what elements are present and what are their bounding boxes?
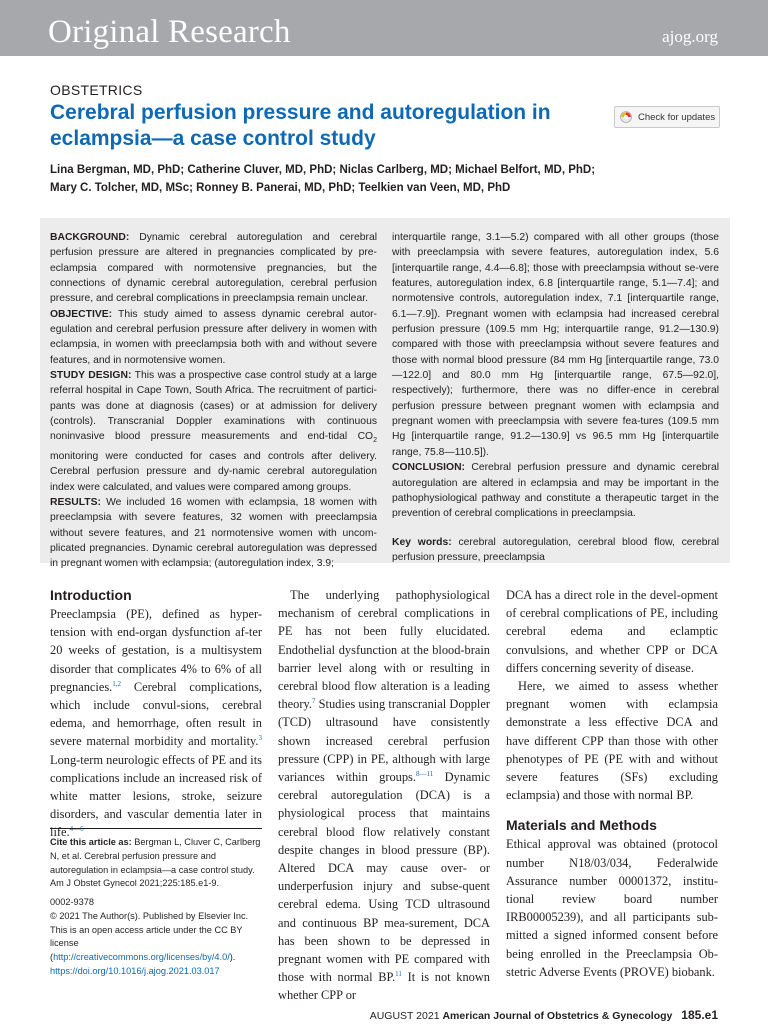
abstract-conclusion bbox=[392, 460, 719, 521]
keywords-label: Key words: bbox=[392, 536, 452, 548]
abstract-box bbox=[40, 218, 730, 570]
co2-subscript: 2 bbox=[373, 437, 377, 445]
body-column-1 bbox=[50, 586, 262, 842]
site-link[interactable]: ajog.org bbox=[662, 27, 718, 46]
abstract-left-column bbox=[50, 230, 377, 572]
section-label: OBSTETRICS bbox=[50, 82, 143, 98]
abstract-right-column bbox=[392, 230, 719, 565]
ref-link[interactable]: 4—6 bbox=[69, 825, 84, 834]
ref-link[interactable]: 7 bbox=[311, 697, 316, 706]
design-text-cont: monitoring were conducted for cases and controls after delivery. Cerebral perfusion pressure and dy-namic cerebral autoregulation index were calculated, and values were compared among groups. bbox=[50, 450, 377, 493]
authors-line-2: Mary C. Tolcher, MD, MSc; Ronney B. Panerai, MD, PhD; Teelkien van Veen, MD, PhD bbox=[50, 182, 511, 194]
issn: 0002-9378 bbox=[50, 897, 94, 907]
intro-paragraph-2 bbox=[278, 586, 490, 1005]
citation-box bbox=[50, 828, 262, 891]
abstract-results bbox=[50, 495, 377, 572]
ref-link[interactable]: 11 bbox=[395, 970, 402, 979]
intro-text-b: Cerebral complications, which include convul-sions, cerebral edema, and hemorrhage, often result in severe maternal morbidity and mortality. bbox=[50, 679, 262, 749]
abstract-study-design bbox=[50, 368, 377, 495]
header-banner bbox=[0, 0, 768, 56]
results-label: RESULTS: bbox=[50, 496, 101, 508]
author-list bbox=[50, 161, 690, 197]
body-column-3 bbox=[506, 586, 718, 981]
intro2-text-c: Dynamic cerebral autoregulation (DCA) is a physiological process that maintains cerebral blood flow relatively constant despite changes in blood pressure (BP). Altered DCA may cause over- or underperfusion injury and subse-quent cerebral edema. Using TCD ultrasound and continuous BP mea-surement, DCA has been shown to be depressed in pregnant women with PE compared with those with normal BP. bbox=[278, 770, 490, 985]
intro-paragraph-3: DCA has a direct role in the devel-opment of cerebral complications of PE, including cerebral edema and eclamptic convulsions, and whether CPP or DCA differs concerning severity of disease. bbox=[506, 588, 718, 675]
page-footer bbox=[370, 1008, 718, 1022]
check-updates-label: Check for updates bbox=[638, 111, 716, 123]
license-text bbox=[50, 910, 262, 965]
authors-line-1: Lina Bergman, MD, PhD; Catherine Cluver, MD, PhD; Niclas Carlberg, MD; Michael Belfort, MD, PhD; bbox=[50, 164, 596, 176]
intro-paragraph-1 bbox=[50, 605, 262, 842]
objective-label: OBJECTIVE: bbox=[50, 308, 113, 320]
methods-paragraph-1: Ethical approval was obtained (protocol number N18/03/034, Federalwide Assurance number 00001372, institu-tional review board number IRB00005239), and all participants sub-mitted a signed informed consent before being enrolled in the Preeclampsia Ob-stetric Adverse Events (PROVE) biobank. bbox=[506, 837, 718, 979]
conclusion-text: Cerebral perfusion pressure and dynamic cerebral autoregulation are altered in eclampsia and may be important in the pathophysiological pathway and constitute a therapeutic target in the prevention of cerebral complications in preeclampsia. bbox=[392, 462, 719, 520]
background-text: Dynamic cerebral autoregulation and cerebral perfusion pressure are altered in pregnancies complicated by pre-eclampsia compared with normotensive pregnancies, but the connections of dynamic cerebral autoregulation, cerebral perfusion pressure, and cerebral complications in preeclampsia remain unclear. bbox=[50, 232, 377, 305]
license-statement: © 2021 The Author(s). Published by Elsevier Inc. This is an open access article under the CC BY license ( bbox=[50, 910, 249, 963]
conclusion-label: CONCLUSION: bbox=[392, 462, 465, 474]
citation-label: Cite this article as: bbox=[50, 837, 132, 847]
footer-date: AUGUST 2021 bbox=[369, 1010, 440, 1022]
abstract-objective bbox=[50, 307, 377, 368]
abstract-results-cont: interquartile range, 3.1—5.2) compared with all other groups (those with preeclampsia with severe features, autoregulation index, 5.6 [interquartile range, 4.4—6.8]; those with preeclampsia without se-vere features, autoregulation index, 6.8 [interquartile range, 5.1—7.4]; and normotensive controls, autoregulation index, 7.1 [interquartile range, 6.1—7.9]). Pregnant women with eclampsia had increased cerebral perfusion pressure (109.5 mm Hg; interquartile range, 91.2—130.9) compared with those with preeclampsia without severe features and those with normal blood pressure (84 mm Hg [interquartile range, 73.0—122.0] and 80.0 mm Hg [interquartile range, 67.5—92.0], respectively); furthermore, there was no differ-ence in cerebral perfusion pressure between pregnant women with eclampsia and pregnant women with preeclampsia with severe fea-tures (109.5 mm Hg [interquartile range, 91.2—130.9] vs 96.5 mm Hg [interquartile range, 75.8—110.5]). bbox=[392, 232, 719, 458]
design-label: STUDY DESIGN: bbox=[50, 370, 132, 382]
ref-link[interactable]: 1,2 bbox=[112, 679, 122, 688]
introduction-heading: Introduction bbox=[50, 587, 132, 603]
keywords-text: cerebral autoregulation, cerebral blood flow, cerebral perfusion pressure, preeclampsia bbox=[392, 536, 720, 563]
intro-text-a: Preeclampsia (PE), defined as hyper-tension with end-organ dysfunction af-ter 20 weeks of gestation, is a multisystem disorder that complicates 4% to 6% of all pregnancies. bbox=[50, 607, 262, 694]
objective-text: This study aimed to assess dynamic cerebral autor-egulation and cerebral perfusion pressure after delivery in women with eclampsia, in women with preeclampsia both with and without severe features, and in normotensive women. bbox=[50, 308, 378, 366]
intro-paragraph-4: Here, we aimed to assess whether pregnant women with eclampsia demonstrate a less effective DCA and have different CPP than those with other phenotypes of PE (PE with and without severe features (SFs) excluding eclampsia) and those with normal BP. bbox=[506, 679, 718, 803]
background-label: BACKGROUND: bbox=[50, 232, 130, 243]
check-for-updates-button[interactable] bbox=[614, 106, 720, 128]
doi-link[interactable]: https://doi.org/10.1016/j.ajog.2021.03.017 bbox=[50, 965, 220, 976]
citation-text: Bergman L, Cluver C, Carlberg N, et al. Cerebral perfusion pressure and autoregulation in eclampsia—a case control study. Am J Obstet Gynecol 2021;225:185.e1-9. bbox=[50, 837, 261, 889]
license-close: ). bbox=[229, 952, 236, 963]
intro-text-c: Long-term neurologic effects of PE and its complications include an increased risk of white matter lesions, stroke, seizure disorders, and vascular dementia later in life. bbox=[50, 752, 262, 840]
intro2-text-b: Studies using transcranial Doppler (TCD) ultrasound have consistently shown increased cerebral perfusion pressure (CPP) in PE, although with large variances within groups. bbox=[278, 697, 490, 785]
design-text: This was a prospective case control study at a large referral hospital in Cape Town, South Africa. The recruitment of partici-pants was done at diagnosis (cases) or at admission for delivery (controls). Transcranial Doppler examinations with continuous noninvasive blood pressure measurements and end-tidal CO bbox=[50, 370, 377, 443]
abstract-background bbox=[50, 230, 377, 307]
body-column-2 bbox=[278, 586, 490, 1005]
license-block bbox=[50, 896, 262, 979]
ref-link[interactable]: 8—11 bbox=[415, 769, 434, 778]
results-text: We included 16 women with eclampsia, 18 women with preeclampsia with severe features, 32 women with preeclampsia without severe features, and 21 normotensive women with uncom-plicated pregnancies. Dynamic cerebral autoregulation was depressed in pregnant women with eclampsia; (autoregulation index, 3.9; bbox=[50, 496, 377, 570]
license-url-link[interactable]: http://creativecommons.org/licenses/by/4.0/ bbox=[53, 952, 230, 963]
check-updates-icon bbox=[620, 111, 632, 123]
keywords bbox=[392, 535, 719, 566]
article-title: Cerebral perfusion pressure and autoregulation in eclampsia—a case control study bbox=[50, 101, 551, 150]
intro2-text-d: It is not known whether CPP or bbox=[278, 970, 490, 1003]
banner-title: Original Research bbox=[48, 14, 291, 50]
ref-link[interactable]: 3 bbox=[258, 734, 262, 743]
intro2-text-a: The underlying pathophysiological mechanism of cerebral complications in PE has not been fully elucidated. Endothelial dysfunction at the blood-brain barrier level along with or resulting in cerebral blood flow alteration is a leading theory. bbox=[278, 588, 490, 712]
footer-journal: American Journal of Obstetrics & Gynecology bbox=[442, 1010, 673, 1022]
methods-heading: Materials and Methods bbox=[506, 817, 657, 834]
page-number: 185.e1 bbox=[681, 1008, 718, 1022]
